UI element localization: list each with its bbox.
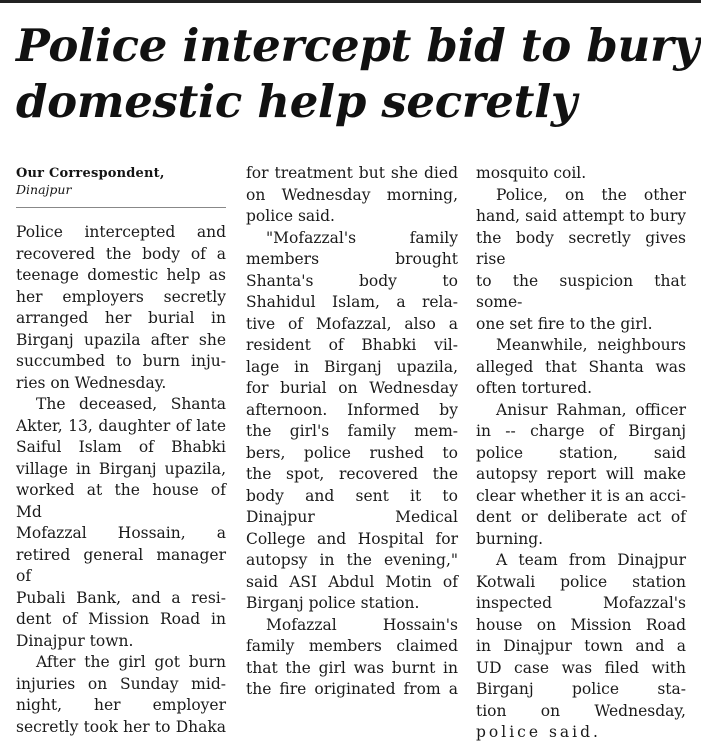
- byline-divider: [16, 207, 226, 208]
- text-line: bers, police rushed to: [246, 443, 458, 462]
- text-line: Birganj police sta-: [476, 680, 686, 698]
- text-line: the girl's family mem-: [246, 422, 458, 440]
- text-line: inspected Mofazzal's: [476, 594, 686, 612]
- text-line: Dinajpur town.: [16, 631, 134, 650]
- text-line: recovered the body of a: [16, 244, 226, 263]
- text-line: the spot, recovered the: [246, 465, 458, 483]
- text-line: body and sent it to: [246, 486, 458, 505]
- text-line: police station, said: [476, 443, 686, 462]
- text-line: alleged that Shanta was: [476, 357, 686, 376]
- text-line: for burial on Wednesday: [246, 379, 458, 397]
- text-line: worked at the house of Md: [16, 481, 226, 521]
- text-line: Shahidul Islam, a rela-: [246, 293, 458, 311]
- headline-line-2: domestic help secretly: [16, 75, 577, 128]
- text-line: police said.: [476, 723, 601, 741]
- text-line: ries on Wednesday.: [16, 373, 167, 392]
- text-line: members brought: [246, 250, 458, 268]
- text-line: Pubali Bank, and a resi-: [16, 588, 226, 607]
- text-line: in -- charge of Birganj: [476, 422, 686, 440]
- text-line: said ASI Abdul Motin of: [246, 572, 458, 591]
- text-line: autopsy report will make: [476, 465, 686, 483]
- text-line: retired general manager of: [16, 545, 226, 585]
- text-line: resident of Bhabki vil-: [246, 336, 458, 354]
- byline: [16, 166, 226, 198]
- text-line: Police, on the other: [496, 185, 686, 204]
- article-column-3: [476, 163, 686, 744]
- text-line: Kotwali police station: [476, 572, 686, 591]
- text-line: police said.: [246, 207, 335, 225]
- text-line: clear whether it is an acci-: [476, 486, 686, 505]
- text-line: that the girl was burnt in: [246, 658, 458, 677]
- text-line: the fire originated from a: [246, 680, 458, 698]
- text-line: Dinajpur Medical: [246, 508, 458, 526]
- text-line: house on Mission Road: [476, 615, 686, 634]
- text-line: The deceased, Shanta: [36, 395, 226, 413]
- text-line: Mofazzal Hossain's: [266, 615, 458, 634]
- text-line: mosquito coil.: [476, 164, 587, 182]
- text-line: for treatment but she died: [246, 164, 458, 182]
- byline-place: Dinajpur: [16, 182, 72, 197]
- text-line: injuries on Sunday mid-: [16, 674, 226, 693]
- text-line: lage in Birganj upazila,: [246, 357, 458, 376]
- text-line: "Mofazzal's family: [266, 228, 458, 247]
- text-line: UD case was filed with: [476, 658, 686, 677]
- text-line: Mofazzal Hossain, a: [16, 524, 226, 542]
- text-line: Saiful Islam of Bhabki: [16, 438, 226, 456]
- article-column-1: [16, 222, 226, 738]
- text-line: one set fire to the girl.: [476, 314, 653, 333]
- text-line: often tortured.: [476, 379, 592, 397]
- text-line: her employers secretly: [16, 287, 226, 306]
- text-line: Birganj police station.: [246, 594, 420, 612]
- text-line: Police intercepted and: [16, 223, 226, 241]
- text-line: night, her employer: [16, 696, 226, 714]
- text-line: Shanta's body to: [246, 271, 458, 290]
- text-line: tion on Wednesday,: [476, 701, 686, 720]
- text-line: secretly took her to Dhaka: [16, 717, 226, 736]
- text-line: teenage domestic help as: [16, 266, 226, 284]
- text-line: to the suspicion that some-: [476, 271, 686, 311]
- byline-name: Our Correspondent,: [16, 166, 165, 181]
- top-rule: [0, 0, 701, 3]
- text-line: College and Hospital for: [246, 529, 458, 548]
- text-line: succumbed to burn inju-: [16, 352, 226, 370]
- text-line: the body secretly gives rise: [476, 228, 686, 268]
- text-line: dent of Mission Road in: [16, 610, 226, 628]
- article-column-2: [246, 163, 458, 701]
- text-line: in Dinajpur town and a: [476, 637, 686, 655]
- text-line: village in Birganj upazila,: [16, 459, 226, 478]
- text-line: tive of Mofazzal, also a: [246, 314, 458, 333]
- text-line: dent or deliberate act of: [476, 508, 686, 526]
- text-line: on Wednesday morning,: [246, 185, 458, 204]
- text-line: Birganj upazila after she: [16, 330, 226, 349]
- text-line: afternoon. Informed by: [246, 400, 458, 419]
- text-line: family members claimed: [246, 637, 458, 655]
- text-line: Anisur Rahman, officer: [496, 400, 686, 419]
- text-line: hand, said attempt to bury: [476, 207, 686, 225]
- headline-line-1: Police intercept bid to bury: [16, 19, 700, 72]
- text-line: Meanwhile, neighbours: [496, 336, 686, 354]
- text-line: A team from Dinajpur: [496, 551, 686, 569]
- text-line: After the girl got burn: [36, 653, 226, 671]
- text-line: autopsy in the evening,": [246, 551, 458, 569]
- text-line: burning.: [476, 529, 544, 548]
- text-line: arranged her burial in: [16, 309, 226, 327]
- headline: [16, 18, 700, 130]
- text-line: Akter, 13, daughter of late: [16, 416, 226, 435]
